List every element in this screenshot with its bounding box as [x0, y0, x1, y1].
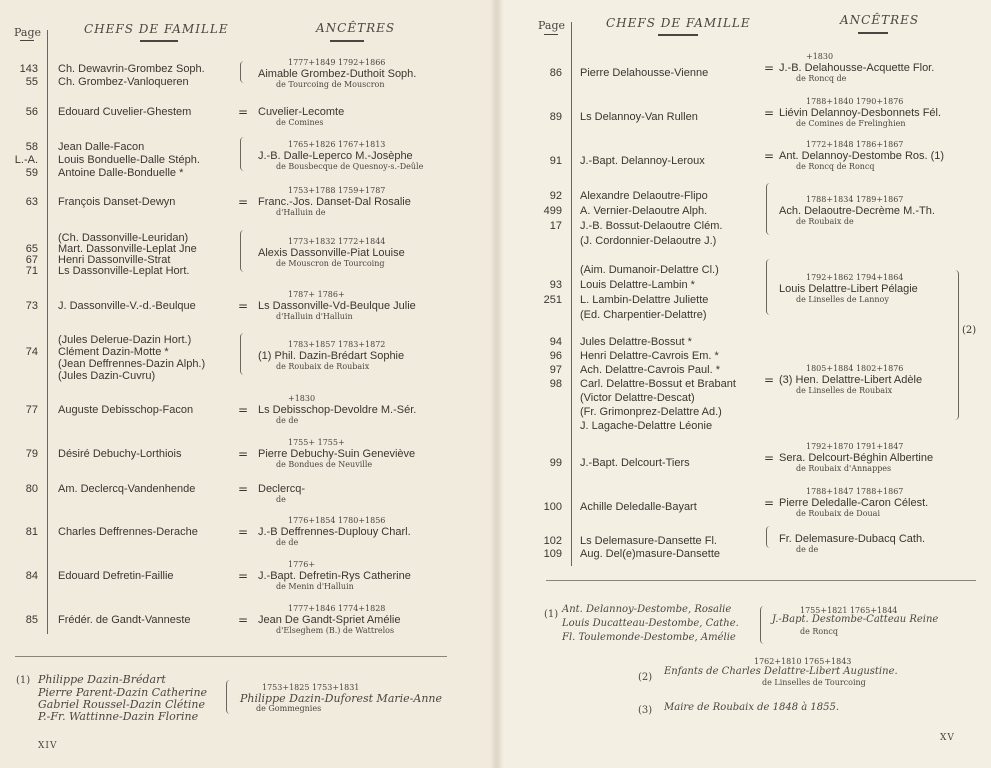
right-footnote-rule	[546, 580, 976, 581]
page-number: 86	[549, 67, 562, 79]
entry-brace	[766, 183, 771, 235]
family-head: Louis Bonduelle-Dalle Stéph.	[58, 154, 200, 166]
page-number: 85	[25, 614, 38, 626]
page-number: 65	[25, 243, 38, 255]
family-head: Carl. Delattre-Bossut et Brabant	[580, 378, 736, 390]
ancestor-origin: de de	[276, 416, 299, 425]
ancestor-origin: de de	[796, 545, 819, 554]
page-number: 77	[25, 404, 38, 416]
left-page-col-underline	[20, 40, 34, 41]
family-head: Am. Declercq-Vandenhende	[58, 483, 196, 495]
ancestor-couple: Ach. Delaoutre-Decrème M.-Th.	[779, 205, 935, 217]
ancestor-dates: 1805+1884 1802+1876	[806, 364, 904, 373]
family-head: (Jules Delerue-Dazin Hort.)	[58, 334, 192, 346]
right-page-col-header: Page	[538, 19, 566, 32]
family-head: (Victor Delattre-Descat)	[580, 392, 695, 404]
ancestor-couple: Alexis Dassonville-Piat Louise	[258, 247, 405, 259]
family-head: Henri Delattre-Cavrois Em. *	[580, 350, 719, 362]
right-footnote-1-ancestor: J.-Bapt. Destombe-Catteau Reine	[772, 614, 939, 625]
equals-sign: =	[238, 447, 249, 461]
ancestor-dates: 1755+ 1755+	[288, 438, 345, 447]
equals-sign: =	[238, 105, 249, 119]
left-column-rule	[47, 30, 48, 634]
right-page-col-underline	[544, 34, 558, 35]
family-head: Antoine Dalle-Bonduelle *	[58, 167, 184, 179]
entry-brace	[240, 61, 245, 83]
left-footnote-place: de Gommegnies	[256, 704, 322, 713]
entry-brace	[766, 526, 771, 548]
page-number: 109	[543, 548, 562, 560]
right-families-underline	[658, 34, 698, 36]
equals-sign: =	[764, 373, 775, 387]
family-head: Ls Dassonville-Leplat Hort.	[58, 265, 190, 277]
ancestor-couple: Aimable Grombez-Duthoit Soph.	[258, 68, 417, 80]
family-head: Ch. Grombez-Vanloqueren	[58, 76, 189, 88]
ancestor-couple: Louis Delattre-Libert Pélagie	[779, 283, 918, 295]
left-ancestors-underline	[330, 40, 364, 42]
ancestor-origin: de Linselles de Roubaix	[796, 386, 893, 395]
ancestor-couple: Ant. Delannoy-Destombe Ros. (1)	[779, 150, 945, 162]
ancestor-couple: Pierre Deledalle-Caron Célest.	[779, 497, 929, 509]
right-footnote-3-number: (3)	[638, 705, 653, 716]
family-head: François Danset-Dewyn	[58, 196, 176, 208]
ancestor-couple: Ls Debisschop-Devoldre M.-Sér.	[258, 404, 417, 416]
left-footnote-line: Philippe Dazin-Brédart	[38, 673, 166, 686]
ancestor-origin: de Roubaix de	[796, 217, 854, 226]
ancestor-couple: (3) Hen. Delattre-Libert Adèle	[779, 374, 923, 386]
family-head: J. Lagache-Delattre Léonie	[580, 420, 713, 432]
family-head: Mart. Dassonville-Leplat Jne	[58, 243, 197, 255]
page-number: 94	[549, 336, 562, 348]
page-number: 74	[25, 346, 38, 358]
family-head: J.-Bapt. Delannoy-Leroux	[580, 155, 705, 167]
family-head: (Jules Dazin-Cuvru)	[58, 370, 156, 382]
equals-sign: =	[238, 569, 249, 583]
ancestor-dates: +1830	[806, 52, 834, 61]
equals-sign: =	[238, 403, 249, 417]
right-page	[496, 0, 991, 768]
page-number: 100	[543, 501, 562, 513]
ancestor-dates: +1830	[288, 394, 316, 403]
left-folio: XIV	[38, 741, 58, 751]
ancestor-couple: Franc.-Jos. Danset-Dal Rosalie	[258, 196, 411, 208]
ancestor-couple: J.-B Deffrennes-Duplouy Charl.	[258, 526, 411, 538]
ancestor-origin: d'Elseghem (B.) de Wattrelos	[276, 626, 395, 635]
page-number: 63	[25, 196, 38, 208]
family-head: Frédér. de Gandt-Vanneste	[58, 614, 191, 626]
right-group-brace	[954, 270, 959, 420]
ancestor-dates: 1783+1857 1783+1872	[288, 340, 386, 349]
equals-sign: =	[238, 299, 249, 313]
page-number: L.-A.	[14, 154, 38, 166]
left-footnote-rule	[15, 656, 447, 657]
ancestor-origin: de Roubaix de Douai	[796, 509, 881, 518]
left-families-header: CHEFS DE FAMILLE	[84, 22, 229, 36]
right-column-rule	[571, 22, 572, 566]
family-head: Henri Dassonville-Strat	[58, 254, 171, 266]
family-head: (Ch. Dassonville-Leuridan)	[58, 232, 189, 244]
ancestor-origin: de Menin d'Halluin	[276, 582, 354, 591]
family-head: Achille Deledalle-Bayart	[580, 501, 697, 513]
ancestor-couple: (1) Phil. Dazin-Brédart Sophie	[258, 350, 405, 362]
page-number: 79	[25, 448, 38, 460]
ancestor-origin: de Comines de Frelinghien	[796, 119, 906, 128]
page-number: 92	[549, 190, 562, 202]
ancestor-dates: 1753+1788 1759+1787	[288, 186, 386, 195]
family-head: Ls Delemasure-Dansette Fl.	[580, 535, 717, 547]
family-head: Louis Delattre-Lambin *	[580, 279, 695, 291]
right-footnote-3-text: Maire de Roubaix de 1848 à 1855.	[664, 702, 840, 713]
right-ancestors-underline	[858, 32, 888, 34]
family-head: J. Dassonville-V.-d.-Beulque	[58, 300, 196, 312]
page-number: 67	[25, 254, 38, 266]
page-number: 102	[543, 535, 562, 547]
family-head: Edouard Defretin-Faillie	[58, 570, 174, 582]
right-footnote-1-place: de Roncq	[800, 627, 838, 636]
ancestor-origin: de Mouscron de Tourcoing	[276, 259, 385, 268]
family-head: Ach. Delattre-Cavrois Paul. *	[580, 364, 720, 376]
ancestor-dates: 1777+1846 1774+1828	[288, 604, 386, 613]
ancestor-dates: 1792+1870 1791+1847	[806, 442, 904, 451]
right-footnote-2-text: Enfants de Charles Delattre-Libert Augustine.	[664, 666, 898, 677]
ancestor-origin: d'Halluin de	[276, 208, 326, 217]
page-number: 251	[543, 294, 562, 306]
ancestor-couple: Pierre Debuchy-Suin Geneviève	[258, 448, 416, 460]
ancestor-origin: d'Halluin d'Halluin	[276, 312, 353, 321]
page-number: 98	[549, 378, 562, 390]
equals-sign: =	[238, 613, 249, 627]
equals-sign: =	[764, 106, 775, 120]
family-head: (Ed. Charpentier-Delattre)	[580, 309, 707, 321]
page-number: 96	[549, 350, 562, 362]
page-number: 73	[25, 300, 38, 312]
ancestor-couple: Fr. Delemasure-Dubacq Cath.	[779, 533, 926, 545]
family-head: Charles Deffrennes-Derache	[58, 526, 198, 538]
family-head: (Fr. Grimonprez-Delattre Ad.)	[580, 406, 722, 418]
family-head: (Aim. Dumanoir-Delattre Cl.)	[580, 264, 719, 276]
family-head: A. Vernier-Delaoutre Alph.	[580, 205, 708, 217]
family-head: Auguste Debisschop-Facon	[58, 404, 194, 416]
right-footnote-1-line: Louis Ducatteau-Destombe, Cathe.	[562, 618, 739, 629]
family-head: Clément Dazin-Motte *	[58, 346, 169, 358]
left-footnote-dates: 1753+1825 1753+1831	[262, 683, 360, 692]
equals-sign: =	[764, 451, 775, 465]
equals-sign: =	[764, 496, 775, 510]
right-footnote-2-place: de Linselles de Tourcoing	[762, 678, 866, 687]
ancestor-couple: Liévin Delannoy-Desbonnets Fél.	[779, 107, 942, 119]
ancestor-origin: de Roubaix d'Annappes	[796, 464, 892, 473]
ancestor-couple: Sera. Delcourt-Béghin Albertine	[779, 452, 934, 464]
family-head: J.-B. Bossut-Delaoutre Clém.	[580, 220, 723, 232]
ancestor-dates: 1792+1862 1794+1864	[806, 273, 904, 282]
family-head: Aug. Del(e)masure-Dansette	[580, 548, 721, 560]
ancestor-origin: de Bousbecque de Quesnoy-s.-Deûle	[276, 162, 424, 171]
entry-brace	[240, 137, 245, 171]
equals-sign: =	[238, 525, 249, 539]
ancestor-origin: de Roncq de Roncq	[796, 162, 875, 171]
ancestor-origin: de	[276, 495, 286, 504]
ancestor-couple: J.-Bapt. Defretin-Rys Catherine	[258, 570, 411, 582]
ancestor-origin: de Linselles de Lannoy	[796, 295, 889, 304]
right-folio: XV	[940, 733, 955, 743]
ancestor-dates: 1773+1832 1772+1844	[288, 237, 386, 246]
left-footnote-line: Gabriel Roussel-Dazin Clétine	[38, 698, 205, 711]
entry-brace	[240, 333, 245, 375]
left-footnote-ancestor: Philippe Dazin-Duforest Marie-Anne	[240, 692, 442, 705]
family-head: (Jean Deffrennes-Dazin Alph.)	[58, 358, 206, 370]
ancestor-dates: 1772+1848 1786+1867	[806, 140, 904, 149]
right-footnote-1-number: (1)	[544, 609, 559, 620]
ancestor-dates: 1788+1840 1790+1876	[806, 97, 904, 106]
ancestor-couple: J.-B. Delahousse-Acquette Flor.	[779, 62, 935, 74]
ancestor-couple: Cuvelier-Lecomte	[258, 106, 345, 118]
page-number: 84	[25, 570, 38, 582]
family-head: Alexandre Delaoutre-Flipo	[580, 190, 708, 202]
ancestor-origin: de Roncq de	[796, 74, 847, 83]
left-footnote-brace	[226, 680, 231, 714]
family-head: J.-Bapt. Delcourt-Tiers	[580, 457, 690, 469]
left-page-col-header: Page	[14, 26, 42, 39]
family-head: Désiré Debuchy-Lorthiois	[58, 448, 182, 460]
ancestor-dates: 1765+1826 1767+1813	[288, 140, 386, 149]
right-footnote-1-brace	[760, 606, 765, 644]
ancestor-dates: 1788+1847 1788+1867	[806, 487, 904, 496]
right-footnote-1-line: Fl. Toulemonde-Destombe, Amélie	[562, 632, 736, 643]
ancestor-dates: 1777+1849 1792+1866	[288, 58, 386, 67]
ancestor-dates: 1776+	[288, 560, 316, 569]
equals-sign: =	[238, 195, 249, 209]
ancestor-couple: Ls Dassonville-Vd-Beulque Julie	[258, 300, 416, 312]
family-head: (J. Cordonnier-Delaoutre J.)	[580, 235, 717, 247]
page-number: 91	[549, 155, 562, 167]
right-footnote-2-dates: 1762+1810 1765+1843	[754, 657, 852, 666]
ancestor-origin: de Tourcoing de Mouscron	[276, 80, 385, 89]
ancestor-origin: de Bondues de Neuville	[276, 460, 373, 469]
ancestor-dates: 1776+1854 1780+1856	[288, 516, 386, 525]
family-head: L. Lambin-Delattre Juliette	[580, 294, 709, 306]
right-ancestors-header: ANCÊTRES	[840, 13, 920, 27]
ancestor-couple: J.-B. Dalle-Leperco M.-Josèphe	[258, 150, 413, 162]
entry-brace	[240, 230, 245, 272]
left-footnote-number: (1)	[16, 675, 31, 686]
right-footnote-1-line: Ant. Delannoy-Destombe, Rosalie	[562, 604, 732, 615]
right-families-header: CHEFS DE FAMILLE	[606, 16, 751, 30]
page-number: 93	[549, 279, 562, 291]
right-footnote-1-dates: 1755+1821 1765+1844	[800, 606, 898, 615]
ancestor-origin: de Comines	[276, 118, 324, 127]
page-number: 80	[25, 483, 38, 495]
page-number: 499	[543, 205, 562, 217]
ancestor-dates: 1788+1834 1789+1867	[806, 195, 904, 204]
book-gutter	[490, 0, 504, 768]
equals-sign: =	[764, 61, 775, 75]
page-number: 143	[19, 63, 38, 75]
family-head: Pierre Delahousse-Vienne	[580, 67, 709, 79]
family-head: Jean Dalle-Facon	[58, 141, 145, 153]
page-number: 59	[25, 167, 38, 179]
equals-sign: =	[764, 149, 775, 163]
page-number: 81	[25, 526, 38, 538]
ancestor-couple: Jean De Gandt-Spriet Amélie	[258, 614, 401, 626]
page-number: 17	[549, 220, 562, 232]
page-number: 97	[549, 364, 562, 376]
left-footnote-line: P.-Fr. Wattinne-Dazin Florine	[38, 710, 199, 723]
left-footnote-line: Pierre Parent-Dazin Catherine	[38, 686, 208, 699]
page-number: 99	[549, 457, 562, 469]
family-head: Ls Delannoy-Van Rullen	[580, 111, 698, 123]
right-footnote-2-number: (2)	[638, 672, 653, 683]
left-families-underline	[140, 40, 178, 42]
right-group-note: (2)	[962, 325, 977, 336]
page-number: 58	[25, 141, 38, 153]
ancestor-origin: de Roubaix de Roubaix	[276, 362, 370, 371]
equals-sign: =	[238, 482, 249, 496]
ancestor-origin: de de	[276, 538, 299, 547]
page-number: 56	[25, 106, 38, 118]
ancestor-couple: Declercq-	[258, 483, 306, 495]
page-number: 89	[549, 111, 562, 123]
page-number: 55	[25, 76, 38, 88]
ancestor-dates: 1787+ 1786+	[288, 290, 345, 299]
entry-brace	[766, 259, 771, 315]
left-ancestors-header: ANCÊTRES	[316, 21, 396, 35]
family-head: Edouard Cuvelier-Ghestem	[58, 106, 192, 118]
page-number: 71	[25, 265, 38, 277]
family-head: Ch. Dewavrin-Grombez Soph.	[58, 63, 205, 75]
family-head: Jules Delattre-Bossut *	[580, 336, 692, 348]
